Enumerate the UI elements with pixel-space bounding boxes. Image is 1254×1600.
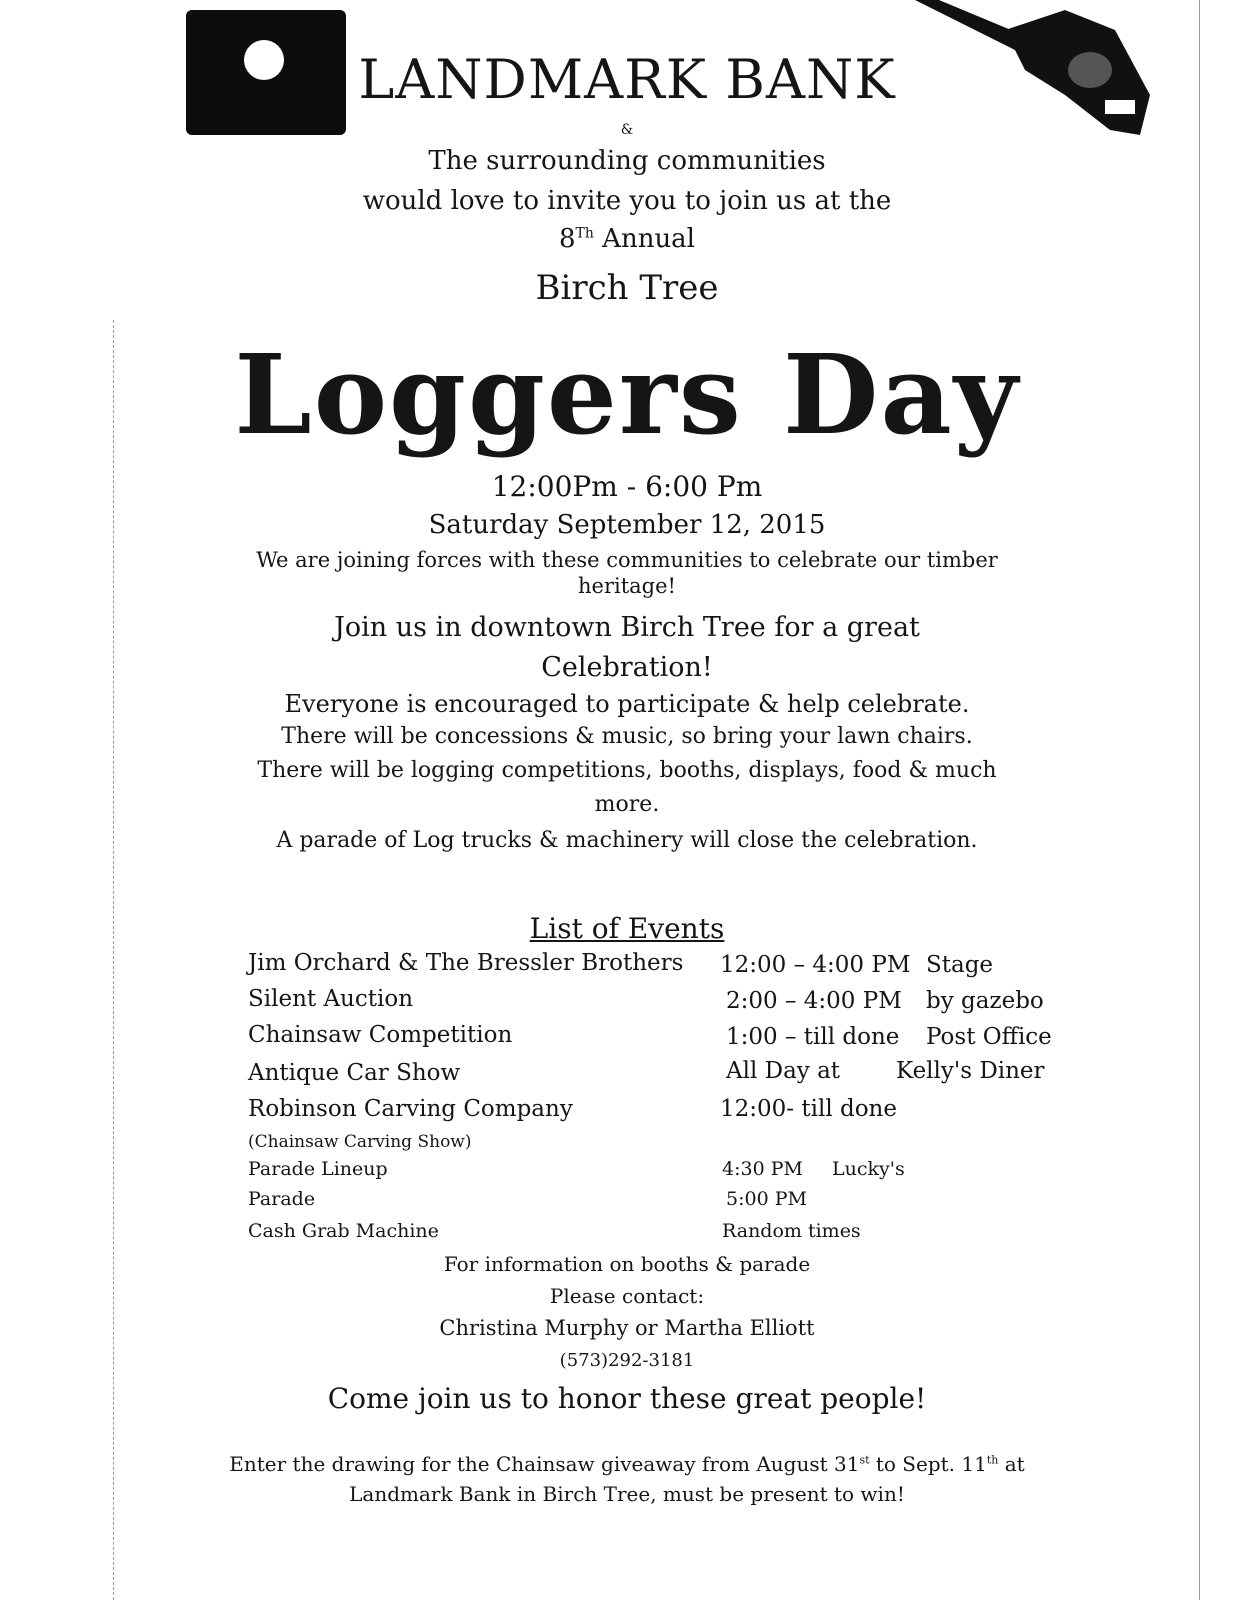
body-line-7: There will be logging competitions, booths, displays, food & much	[257, 758, 997, 783]
drawing-line-1	[0, 1452, 1254, 1476]
event-time: 12:00Pm - 6:00 Pm	[491, 470, 763, 503]
event-location: Lucky's	[832, 1158, 905, 1180]
event-name: Silent Auction	[248, 986, 414, 1012]
event-time: 4:30 PM	[722, 1158, 803, 1180]
drawing-sup-2: th	[986, 1453, 999, 1467]
event-location: Stage	[926, 952, 994, 978]
event-time: 12:00- till done	[720, 1096, 897, 1122]
event-location: by gazebo	[926, 988, 1044, 1014]
event-name: Parade	[248, 1188, 316, 1210]
intro-line-1: The surrounding communities	[428, 146, 826, 176]
event-name: Robinson Carving Company	[248, 1096, 573, 1122]
events-heading: List of Events	[529, 912, 725, 945]
drawing-text-b: to Sept. 11	[869, 1452, 987, 1476]
bank-name: LANDMARK BANK	[358, 48, 896, 111]
annual-line	[0, 224, 1254, 254]
event-time: All Day at	[726, 1058, 841, 1084]
body-line-6: There will be concessions & music, so bring your lawn chairs.	[281, 724, 973, 749]
event-time: 12:00 – 4:00 PM	[720, 952, 911, 978]
event-name: Parade Lineup	[248, 1158, 388, 1180]
event-time: 1:00 – till done	[726, 1024, 900, 1050]
event-name: Chainsaw Competition	[248, 1022, 513, 1048]
event-name: Jim Orchard & The Bressler Brothers	[248, 950, 684, 976]
event-title: Loggers Day	[234, 330, 1020, 459]
contact-line-1: For information on booths & parade	[443, 1252, 811, 1276]
ordinal-number: 8	[559, 224, 576, 254]
body-line-2: heritage!	[578, 574, 676, 598]
place-name: Birch Tree	[535, 268, 719, 308]
annual-label: Annual	[602, 224, 695, 254]
event-location: Post Office	[926, 1024, 1052, 1050]
drawing-text-a: Enter the drawing for the Chainsaw giveaway from August 31	[229, 1452, 860, 1476]
body-line-4: Celebration!	[541, 652, 713, 683]
event-time: Random times	[722, 1220, 861, 1242]
drawing-line-2: Landmark Bank in Birch Tree, must be present to win!	[349, 1482, 905, 1506]
body-line-3: Join us in downtown Birch Tree for a great	[334, 612, 920, 643]
drawing-text-c: at	[998, 1452, 1025, 1476]
contact-names: Christina Murphy or Martha Elliott	[439, 1316, 815, 1340]
intro-line-2: would love to invite you to join us at the	[362, 186, 892, 216]
event-date: Saturday September 12, 2015	[428, 510, 826, 540]
body-line-9: A parade of Log trucks & machinery will close the celebration.	[276, 828, 978, 853]
event-time: 5:00 PM	[726, 1188, 807, 1210]
ordinal-suffix: Th	[575, 225, 594, 242]
contact-phone: (573)292-3181	[559, 1350, 695, 1371]
event-name: Cash Grab Machine	[248, 1220, 439, 1242]
event-name: Antique Car Show	[248, 1060, 461, 1086]
event-time: 2:00 – 4:00 PM	[726, 988, 902, 1014]
closing-line: Come join us to honor these great people!	[327, 1382, 927, 1415]
body-line-1: We are joining forces with these communities to celebrate our timber	[256, 548, 998, 572]
body-line-5: Everyone is encouraged to participate & help celebrate.	[284, 690, 970, 718]
drawing-sup-1: st	[859, 1453, 870, 1467]
event-location: Kelly's Diner	[896, 1058, 1045, 1084]
body-line-8: more.	[594, 792, 660, 817]
event-note: (Chainsaw Carving Show)	[248, 1132, 472, 1152]
ampersand: &	[620, 122, 634, 138]
contact-line-2: Please contact:	[549, 1284, 705, 1308]
